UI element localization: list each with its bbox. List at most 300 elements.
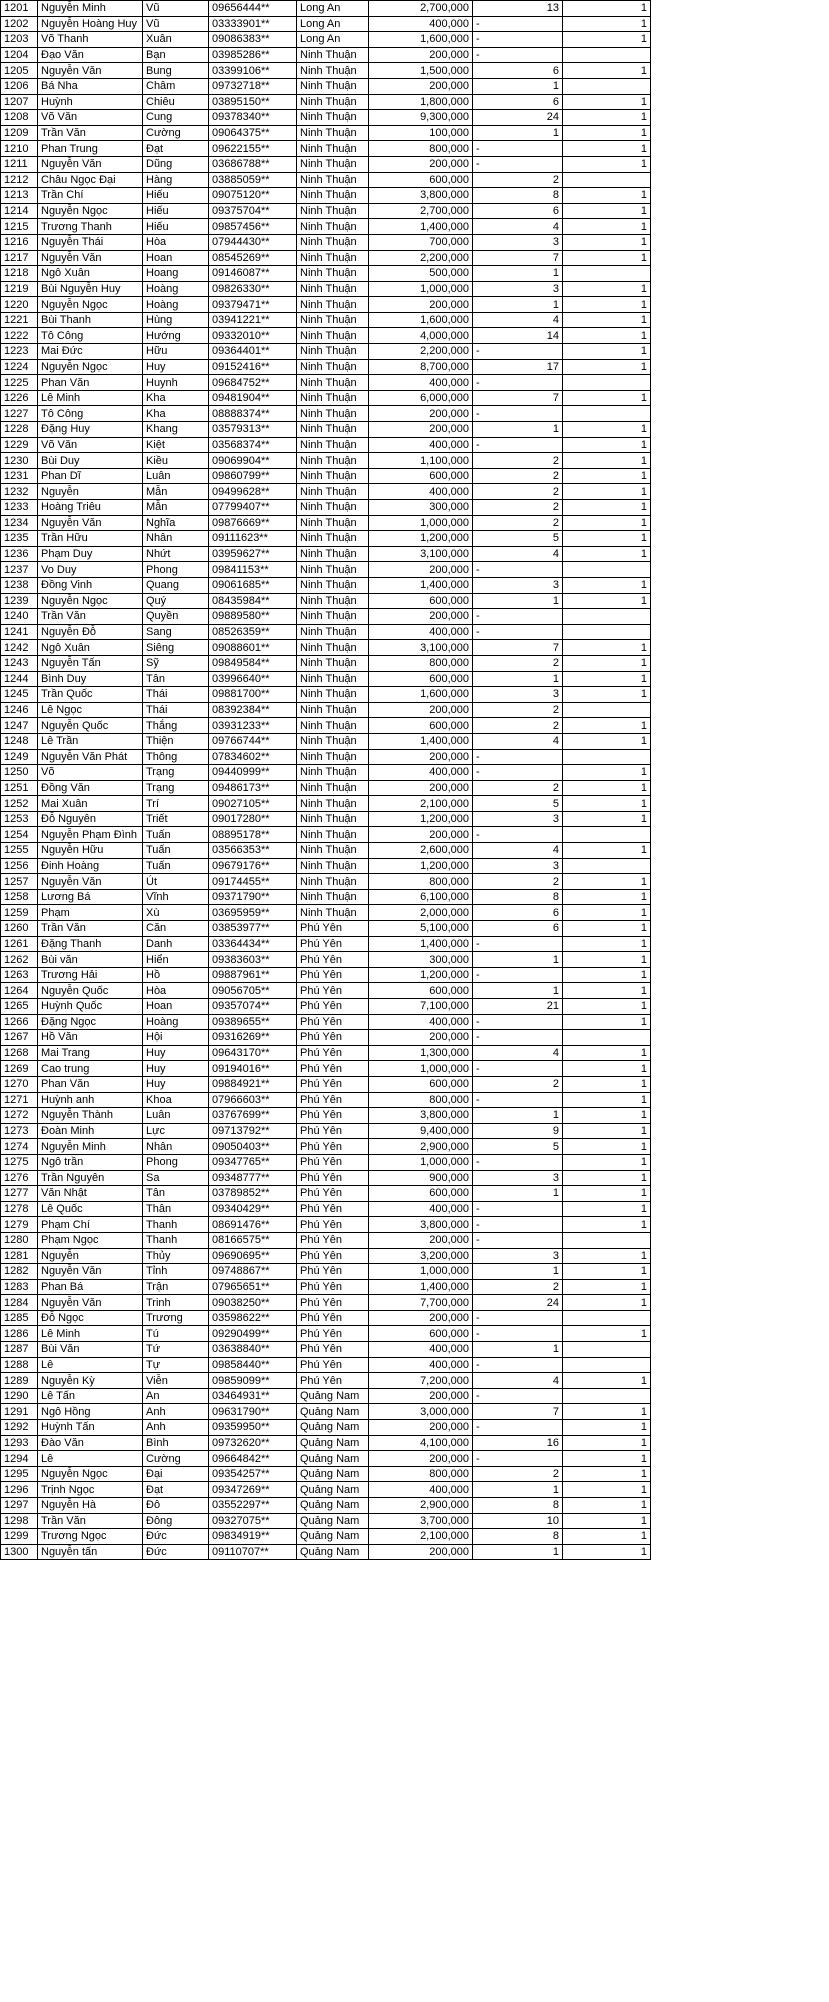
amount-cell: 1,000,000	[369, 1061, 473, 1077]
surname-cell: Trần Văn	[38, 125, 143, 141]
amount-cell: 700,000	[369, 234, 473, 250]
given-name-cell: Bung	[143, 63, 209, 79]
table-row	[1, 406, 651, 422]
row-number: 1273	[1, 1123, 38, 1139]
given-name-cell: Thanh	[143, 1232, 209, 1248]
province-cell: Phú Yên	[297, 999, 369, 1015]
amount-cell: 200,000	[369, 1544, 473, 1560]
given-name-cell: Hoàng	[143, 281, 209, 297]
amount-cell: 1,800,000	[369, 94, 473, 110]
row-number: 1230	[1, 453, 38, 469]
amount-cell: 800,000	[369, 655, 473, 671]
flag-cell: 1	[563, 983, 651, 999]
table-row	[1, 1279, 651, 1295]
province-cell: Quảng Nam	[297, 1529, 369, 1545]
province-cell: Ninh Thuận	[297, 796, 369, 812]
surname-cell: Trần Chí	[38, 188, 143, 204]
row-number: 1287	[1, 1342, 38, 1358]
count-cell: -	[473, 1030, 563, 1046]
phone-cell: 09857456**	[209, 219, 297, 235]
given-name-cell: Tuấn	[143, 858, 209, 874]
count-cell: 1	[473, 983, 563, 999]
table-row	[1, 796, 651, 812]
flag-cell: 1	[563, 780, 651, 796]
table-row	[1, 624, 651, 640]
phone-cell: 09061685**	[209, 577, 297, 593]
amount-cell: 1,300,000	[369, 1045, 473, 1061]
count-cell: -	[473, 375, 563, 391]
surname-cell: Ngô Hồng	[38, 1404, 143, 1420]
given-name-cell: Hàng	[143, 172, 209, 188]
phone-cell: 09881700**	[209, 687, 297, 703]
amount-cell: 600,000	[369, 593, 473, 609]
row-number: 1249	[1, 749, 38, 765]
phone-cell: 09086383**	[209, 32, 297, 48]
count-cell: -	[473, 936, 563, 952]
province-cell: Quảng Nam	[297, 1388, 369, 1404]
province-cell: Ninh Thuận	[297, 47, 369, 63]
amount-cell: 200,000	[369, 1451, 473, 1467]
count-cell: 5	[473, 796, 563, 812]
row-number: 1299	[1, 1529, 38, 1545]
given-name-cell: Trận	[143, 1279, 209, 1295]
table-row	[1, 94, 651, 110]
amount-cell: 3,200,000	[369, 1248, 473, 1264]
amount-cell: 200,000	[369, 1030, 473, 1046]
province-cell: Phú Yên	[297, 1092, 369, 1108]
given-name-cell: Vũ	[143, 1, 209, 17]
table-row	[1, 1357, 651, 1373]
surname-cell: Nguyễn Tấn	[38, 655, 143, 671]
given-name-cell: Siêng	[143, 640, 209, 656]
amount-cell: 200,000	[369, 156, 473, 172]
row-number: 1231	[1, 468, 38, 484]
phone-cell: 08166575**	[209, 1232, 297, 1248]
phone-cell: 09732718**	[209, 78, 297, 94]
phone-cell: 08545269**	[209, 250, 297, 266]
flag-cell: 1	[563, 63, 651, 79]
count-cell: 7	[473, 1404, 563, 1420]
surname-cell: Huỳnh Tấn	[38, 1420, 143, 1436]
province-cell: Quảng Nam	[297, 1498, 369, 1514]
given-name-cell: Nhứt	[143, 546, 209, 562]
province-cell: Phú Yên	[297, 1014, 369, 1030]
table-row	[1, 546, 651, 562]
amount-cell: 400,000	[369, 375, 473, 391]
table-row	[1, 1014, 651, 1030]
flag-cell: 1	[563, 1529, 651, 1545]
surname-cell: Nguyễn Đỗ	[38, 624, 143, 640]
row-number: 1241	[1, 624, 38, 640]
surname-cell: Đỗ Ngọc	[38, 1310, 143, 1326]
phone-cell: 09364401**	[209, 344, 297, 360]
row-number: 1244	[1, 671, 38, 687]
surname-cell: Mai Đức	[38, 344, 143, 360]
amount-cell: 200,000	[369, 562, 473, 578]
table-row	[1, 1248, 651, 1264]
row-number: 1235	[1, 531, 38, 547]
table-row	[1, 1076, 651, 1092]
row-number: 1280	[1, 1232, 38, 1248]
phone-cell: 09858440**	[209, 1357, 297, 1373]
surname-cell: Nguyễn Văn	[38, 874, 143, 890]
count-cell: 1	[473, 1544, 563, 1560]
flag-cell: 1	[563, 593, 651, 609]
phone-cell: 09348777**	[209, 1170, 297, 1186]
count-cell: 17	[473, 359, 563, 375]
table-row	[1, 765, 651, 781]
surname-cell: Nguyễn Thành	[38, 1108, 143, 1124]
province-cell: Ninh Thuận	[297, 593, 369, 609]
surname-cell: Nguyễn Ngọc	[38, 359, 143, 375]
count-cell: 4	[473, 219, 563, 235]
table-row	[1, 967, 651, 983]
count-cell: 6	[473, 63, 563, 79]
table-row	[1, 266, 651, 282]
surname-cell: Võ Văn	[38, 437, 143, 453]
count-cell: 13	[473, 1, 563, 17]
amount-cell: 200,000	[369, 702, 473, 718]
count-cell: -	[473, 344, 563, 360]
amount-cell: 7,200,000	[369, 1373, 473, 1389]
row-number: 1264	[1, 983, 38, 999]
table-row	[1, 78, 651, 94]
table-row	[1, 858, 651, 874]
given-name-cell: Hiếu	[143, 203, 209, 219]
surname-cell: Nguyễn Phạm Đình	[38, 827, 143, 843]
table-row	[1, 780, 651, 796]
given-name-cell: Tân	[143, 1186, 209, 1202]
given-name-cell: Triết	[143, 811, 209, 827]
count-cell: 3	[473, 1170, 563, 1186]
table-row	[1, 1435, 651, 1451]
flag-cell: 1	[563, 1170, 651, 1186]
count-cell: -	[473, 1326, 563, 1342]
flag-cell	[563, 172, 651, 188]
amount-cell: 1,600,000	[369, 687, 473, 703]
amount-cell: 4,100,000	[369, 1435, 473, 1451]
flag-cell: 1	[563, 843, 651, 859]
amount-cell: 3,800,000	[369, 1108, 473, 1124]
province-cell: Phú Yên	[297, 1264, 369, 1280]
surname-cell: Phạm	[38, 905, 143, 921]
province-cell: Ninh Thuận	[297, 250, 369, 266]
table-row	[1, 188, 651, 204]
province-cell: Quảng Nam	[297, 1544, 369, 1560]
amount-cell: 400,000	[369, 1482, 473, 1498]
surname-cell: Võ Văn	[38, 110, 143, 126]
table-row	[1, 1451, 651, 1467]
count-cell: 8	[473, 188, 563, 204]
flag-cell: 1	[563, 344, 651, 360]
table-row	[1, 1326, 651, 1342]
phone-cell: 08888374**	[209, 406, 297, 422]
flag-cell: 1	[563, 1061, 651, 1077]
table-row	[1, 1061, 651, 1077]
amount-cell: 1,600,000	[369, 312, 473, 328]
surname-cell: Nguyễn Kỳ	[38, 1373, 143, 1389]
surname-cell: Nguyễn Ngọc	[38, 1466, 143, 1482]
count-cell: 2	[473, 780, 563, 796]
surname-cell: Nguyễn Văn Phát	[38, 749, 143, 765]
flag-cell: 1	[563, 468, 651, 484]
phone-cell: 09841153**	[209, 562, 297, 578]
province-cell: Ninh Thuận	[297, 188, 369, 204]
given-name-cell: Cường	[143, 125, 209, 141]
amount-cell: 3,800,000	[369, 1217, 473, 1233]
row-number: 1247	[1, 718, 38, 734]
amount-cell: 600,000	[369, 1076, 473, 1092]
surname-cell: Trần Hữu	[38, 531, 143, 547]
count-cell: 1	[473, 125, 563, 141]
row-number: 1262	[1, 952, 38, 968]
given-name-cell: Đông	[143, 1513, 209, 1529]
table-row	[1, 1232, 651, 1248]
given-name-cell: Hướng	[143, 328, 209, 344]
province-cell: Ninh Thuận	[297, 78, 369, 94]
flag-cell: 1	[563, 250, 651, 266]
table-row	[1, 921, 651, 937]
province-cell: Ninh Thuận	[297, 453, 369, 469]
given-name-cell: Đô	[143, 1498, 209, 1514]
count-cell: 1	[473, 1264, 563, 1280]
amount-cell: 6,000,000	[369, 390, 473, 406]
flag-cell: 1	[563, 874, 651, 890]
flag-cell: 1	[563, 796, 651, 812]
flag-cell: 1	[563, 1498, 651, 1514]
phone-cell: 09748867**	[209, 1264, 297, 1280]
table-row	[1, 687, 651, 703]
flag-cell: 1	[563, 1404, 651, 1420]
province-cell: Ninh Thuận	[297, 843, 369, 859]
phone-cell: 09622155**	[209, 141, 297, 157]
phone-cell: 09440999**	[209, 765, 297, 781]
amount-cell: 1,200,000	[369, 531, 473, 547]
table-row	[1, 1513, 651, 1529]
province-cell: Phú Yên	[297, 952, 369, 968]
count-cell: 1	[473, 671, 563, 687]
table-row	[1, 515, 651, 531]
phone-cell: 09290499**	[209, 1326, 297, 1342]
province-cell: Ninh Thuận	[297, 905, 369, 921]
amount-cell: 1,400,000	[369, 936, 473, 952]
flag-cell	[563, 1030, 651, 1046]
count-cell: 5	[473, 531, 563, 547]
province-cell: Ninh Thuận	[297, 562, 369, 578]
given-name-cell: An	[143, 1388, 209, 1404]
table-row	[1, 172, 651, 188]
row-number: 1294	[1, 1451, 38, 1467]
row-number: 1267	[1, 1030, 38, 1046]
given-name-cell: Kha	[143, 406, 209, 422]
given-name-cell: Luân	[143, 1108, 209, 1124]
province-cell: Ninh Thuận	[297, 765, 369, 781]
given-name-cell: Tú	[143, 1326, 209, 1342]
amount-cell: 3,700,000	[369, 1513, 473, 1529]
table-row	[1, 156, 651, 172]
surname-cell: Nguyễn Hữu	[38, 843, 143, 859]
given-name-cell: Phong	[143, 1154, 209, 1170]
province-cell: Phú Yên	[297, 1248, 369, 1264]
surname-cell: Phạm Chí	[38, 1217, 143, 1233]
row-number: 1212	[1, 172, 38, 188]
table-row	[1, 1030, 651, 1046]
flag-cell	[563, 266, 651, 282]
row-number: 1218	[1, 266, 38, 282]
row-number: 1213	[1, 188, 38, 204]
count-cell: 4	[473, 1373, 563, 1389]
given-name-cell: Hồ	[143, 967, 209, 983]
row-number: 1203	[1, 32, 38, 48]
province-cell: Ninh Thuận	[297, 94, 369, 110]
surname-cell: Bùi văn	[38, 952, 143, 968]
province-cell: Ninh Thuận	[297, 141, 369, 157]
province-cell: Ninh Thuận	[297, 874, 369, 890]
surname-cell: Nguyễn Ngọc	[38, 297, 143, 313]
table-row	[1, 999, 651, 1015]
row-number: 1245	[1, 687, 38, 703]
flag-cell: 1	[563, 733, 651, 749]
amount-cell: 500,000	[369, 266, 473, 282]
surname-cell: Nguyễn tấn	[38, 1544, 143, 1560]
given-name-cell: Quyền	[143, 609, 209, 625]
given-name-cell: Hòa	[143, 234, 209, 250]
given-name-cell: Thủy	[143, 1248, 209, 1264]
phone-cell: 09174455**	[209, 874, 297, 890]
province-cell: Phú Yên	[297, 1326, 369, 1342]
amount-cell: 200,000	[369, 1420, 473, 1436]
count-cell: 8	[473, 1529, 563, 1545]
surname-cell: Nguyễn	[38, 1248, 143, 1264]
table-row	[1, 983, 651, 999]
surname-cell: Đạo Văn	[38, 47, 143, 63]
row-number: 1237	[1, 562, 38, 578]
surname-cell: Huỳnh	[38, 94, 143, 110]
flag-cell: 1	[563, 1279, 651, 1295]
province-cell: Ninh Thuận	[297, 437, 369, 453]
surname-cell: Lê Ngọc	[38, 702, 143, 718]
given-name-cell: Nhân	[143, 531, 209, 547]
table-row	[1, 718, 651, 734]
surname-cell: Trần Văn	[38, 609, 143, 625]
phone-cell: 07944430**	[209, 234, 297, 250]
table-row	[1, 359, 651, 375]
flag-cell: 1	[563, 811, 651, 827]
row-number: 1236	[1, 546, 38, 562]
amount-cell: 2,700,000	[369, 1, 473, 17]
count-cell: -	[473, 1201, 563, 1217]
row-number: 1215	[1, 219, 38, 235]
province-cell: Phú Yên	[297, 967, 369, 983]
surname-cell: Nguyễn Quốc	[38, 718, 143, 734]
phone-cell: 03853977**	[209, 921, 297, 937]
count-cell: -	[473, 1310, 563, 1326]
table-row	[1, 250, 651, 266]
surname-cell: Bùi Duy	[38, 453, 143, 469]
row-number: 1284	[1, 1295, 38, 1311]
given-name-cell: Phong	[143, 562, 209, 578]
given-name-cell: Tuấn	[143, 827, 209, 843]
province-cell: Phú Yên	[297, 1154, 369, 1170]
province-cell: Ninh Thuận	[297, 156, 369, 172]
amount-cell: 800,000	[369, 141, 473, 157]
row-number: 1285	[1, 1310, 38, 1326]
amount-cell: 4,000,000	[369, 328, 473, 344]
province-cell: Ninh Thuận	[297, 655, 369, 671]
amount-cell: 1,500,000	[369, 63, 473, 79]
province-cell: Phú Yên	[297, 1061, 369, 1077]
surname-cell: Trần Văn	[38, 921, 143, 937]
flag-cell: 1	[563, 687, 651, 703]
surname-cell: Nguyễn Văn	[38, 156, 143, 172]
row-number: 1279	[1, 1217, 38, 1233]
flag-cell: 1	[563, 921, 651, 937]
table-row	[1, 609, 651, 625]
given-name-cell: Tỉnh	[143, 1264, 209, 1280]
amount-cell: 1,000,000	[369, 1264, 473, 1280]
count-cell: -	[473, 765, 563, 781]
province-cell: Quảng Nam	[297, 1466, 369, 1482]
surname-cell: Nguyễn	[38, 484, 143, 500]
row-number: 1211	[1, 156, 38, 172]
row-number: 1257	[1, 874, 38, 890]
table-row	[1, 889, 651, 905]
province-cell: Quảng Nam	[297, 1404, 369, 1420]
province-cell: Phú Yên	[297, 983, 369, 999]
given-name-cell: Sỹ	[143, 655, 209, 671]
phone-cell: 03399106**	[209, 63, 297, 79]
flag-cell	[563, 78, 651, 94]
province-cell: Phú Yên	[297, 1076, 369, 1092]
row-number: 1265	[1, 999, 38, 1015]
row-number: 1233	[1, 500, 38, 516]
province-cell: Long An	[297, 1, 369, 17]
province-cell: Phú Yên	[297, 1108, 369, 1124]
phone-cell: 03579313**	[209, 422, 297, 438]
amount-cell: 1,400,000	[369, 733, 473, 749]
province-cell: Ninh Thuận	[297, 780, 369, 796]
row-number: 1225	[1, 375, 38, 391]
count-cell: 3	[473, 858, 563, 874]
table-row	[1, 640, 651, 656]
row-number: 1271	[1, 1092, 38, 1108]
surname-cell: Phan Dĩ	[38, 468, 143, 484]
count-cell: -	[473, 1217, 563, 1233]
amount-cell: 2,900,000	[369, 1498, 473, 1514]
table-row	[1, 1201, 651, 1217]
province-cell: Ninh Thuận	[297, 889, 369, 905]
phone-cell: 09110707**	[209, 1544, 297, 1560]
count-cell: -	[473, 1388, 563, 1404]
given-name-cell: Thông	[143, 749, 209, 765]
row-number: 1223	[1, 344, 38, 360]
flag-cell: 1	[563, 1373, 651, 1389]
amount-cell: 800,000	[369, 874, 473, 890]
province-cell: Phú Yên	[297, 1279, 369, 1295]
count-cell: 21	[473, 999, 563, 1015]
table-row	[1, 1139, 651, 1155]
flag-cell	[563, 609, 651, 625]
surname-cell: Trần Văn	[38, 1513, 143, 1529]
given-name-cell: Kiệt	[143, 437, 209, 453]
table-row	[1, 141, 651, 157]
table-row	[1, 733, 651, 749]
province-cell: Ninh Thuận	[297, 110, 369, 126]
surname-cell: Lương Bá	[38, 889, 143, 905]
amount-cell: 200,000	[369, 749, 473, 765]
phone-cell: 09643170**	[209, 1045, 297, 1061]
given-name-cell: Trinh	[143, 1295, 209, 1311]
